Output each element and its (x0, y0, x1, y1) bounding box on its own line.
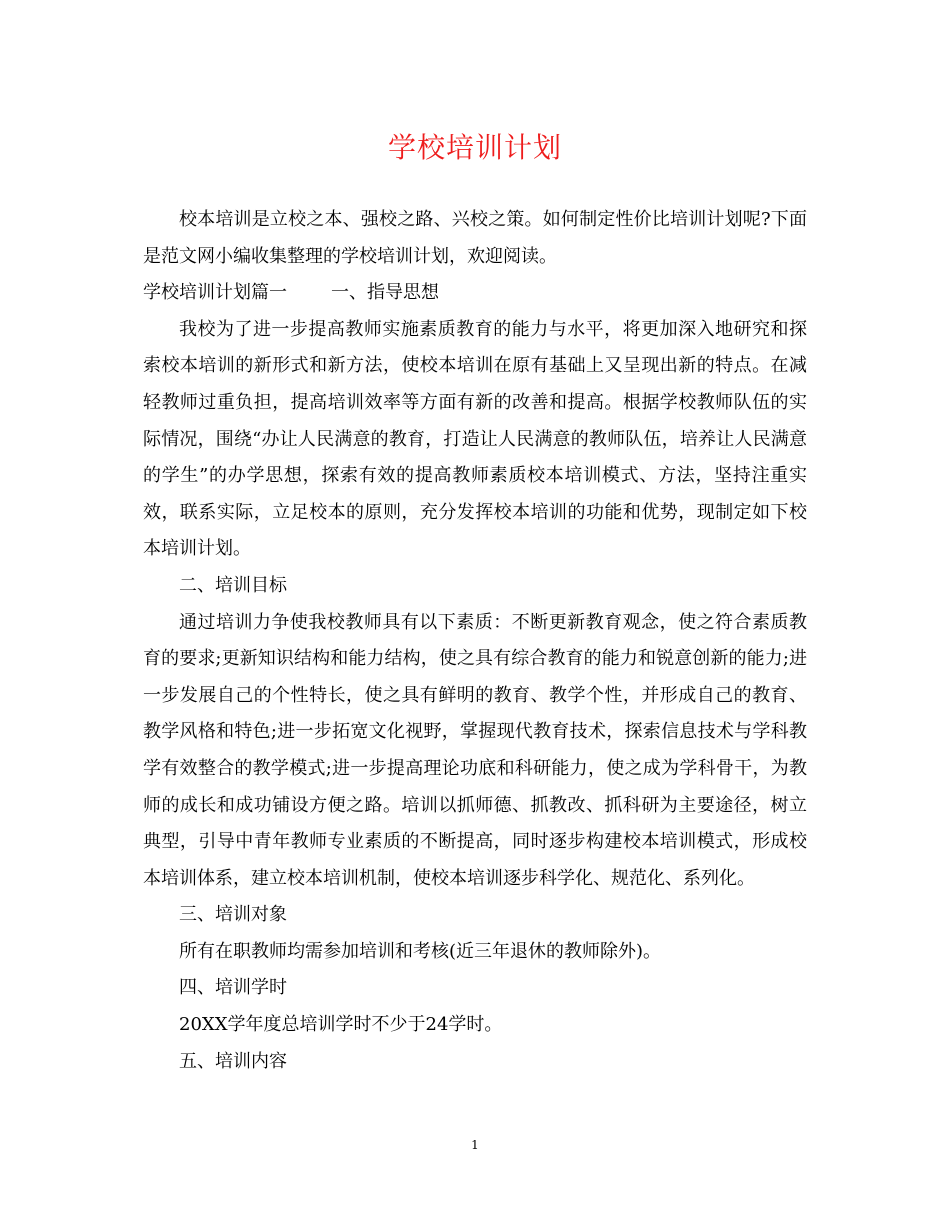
paragraph-training-goals: 通过培训力争使我校教师具有以下素质：不断更新教育观念，使之符合素质教育的要求;更新知识结构和能力结构，使之具有综合教育的能力和锐意创新的能力;进一步发展自己的个性特长，使之具有鲜明的教育、教学个性，并形成自己的教育、教学风格和特色;进一步拓宽文化视野，掌握现代教育技术，探索信息技术与学科教学有效整合的教学模式;进一步提高理论功底和科研能力，使之成为学科骨干，为教师的成长和成功铺设方便之路。培训以抓师德、抓教改、抓科研为主要途径，树立典型，引导中青年教师专业素质的不断提高，同时逐步构建校本培训模式，形成校本培训体系，建立校本培训机制，使校本培训逐步科学化、规范化、系列化。 (143, 611, 807, 889)
intro-paragraph: 校本培训是立校之本、强校之路、兴校之策。如何制定性价比培训计划呢?下面是范文网小编收集整理的学校培训计划，欢迎阅读。 (143, 209, 807, 267)
document-body (143, 202, 807, 1080)
paragraph-guiding-ideology: 我校为了进一步提高教师实施素质教育的能力与水平，将更加深入地研究和探索校本培训的新形式和新方法，使校本培训在原有基础上又呈现出新的特点。在减轻教师过重负担，提高培训效率等方面有新的改善和提高。根据学校教师队伍的实际情况，围绕“办让人民满意的教育，打造让人民满意的教师队伍，培养让人民满意的学生”的办学思想，探索有效的提高教师素质校本培训模式、方法，坚持注重实效，联系实际，立足校本的原则，充分发挥校本培训的功能和优势，现制定如下校本培训计划。 (143, 318, 807, 560)
heading-training-content: 五、培训内容 (179, 1050, 287, 1072)
section-heading-line (143, 275, 807, 312)
heading-training-goals: 二、培训目标 (179, 574, 287, 596)
section-label: 学校培训计划篇一 (143, 282, 287, 304)
heading-training-targets: 三、培训对象 (179, 904, 287, 926)
heading-training-hours: 四、培训学时 (179, 977, 287, 999)
heading-guiding-ideology: 一、指导思想 (331, 282, 439, 304)
page-number: 1 (471, 1138, 479, 1152)
document-title: 学校培训计划 (387, 131, 562, 164)
paragraph-training-hours: 20XX学年度总培训学时不少于24学时。 (179, 1014, 503, 1036)
paragraph-training-targets: 所有在职教师均需参加培训和考核(近三年退休的教师除外)。 (179, 940, 662, 962)
